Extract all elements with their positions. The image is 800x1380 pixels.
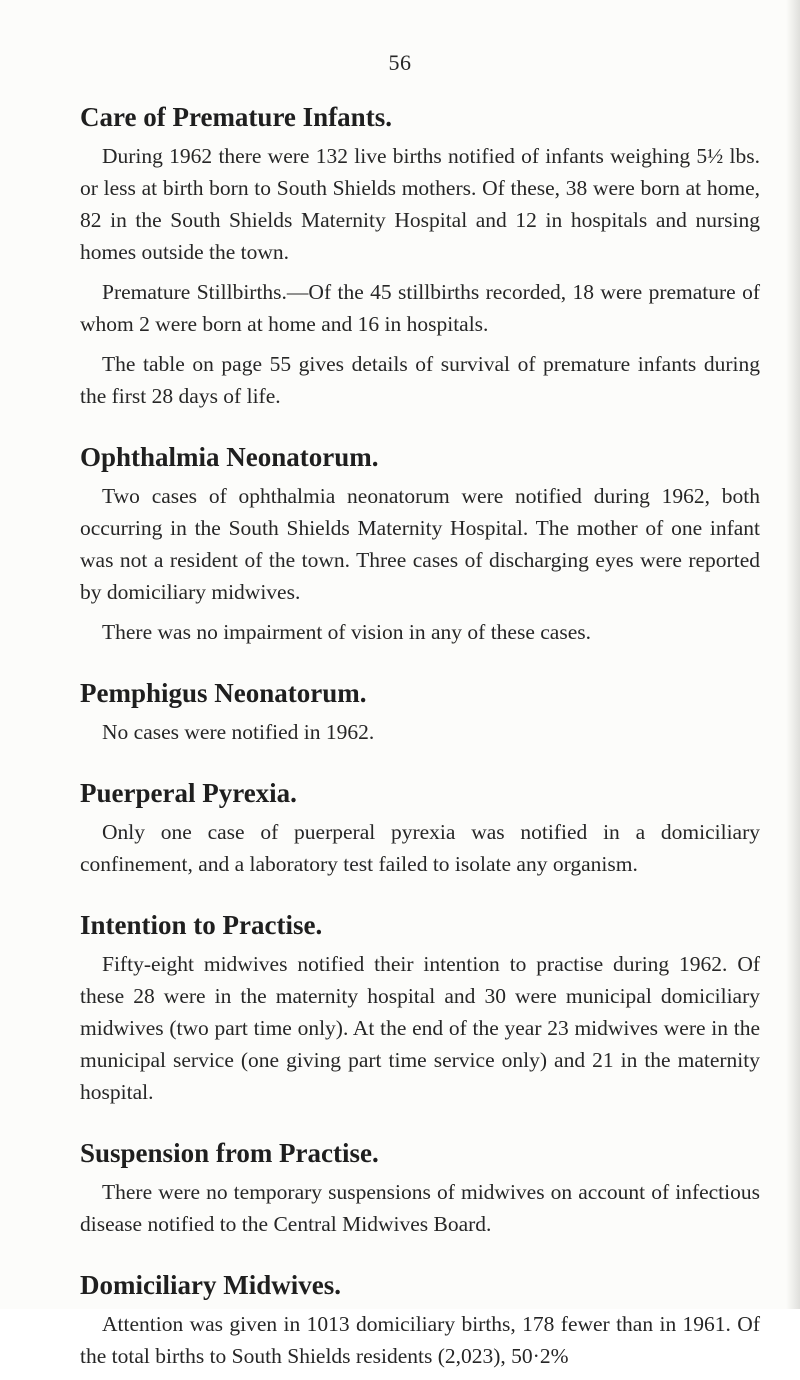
section-domiciliary-midwives: [80, 1268, 760, 1372]
paragraph: No cases were notified in 1962.: [102, 720, 375, 744]
page-number: 56: [388, 50, 412, 75]
section-puerperal-pyrexia: [80, 776, 760, 880]
section-heading: Puerperal Pyrexia.: [80, 778, 297, 808]
paragraph: Two cases of ophthalmia neonatorum were notified during 1962, both occurring in the South Shields Maternity Hospital. The mother of one infant was not a resident of the town. Three cases of discharging eyes were reported by domiciliary midwives.: [80, 484, 760, 604]
paragraph: Attention was given in 1013 domiciliary births, 178 fewer than in 1961. Of the total births to South Shields residents (2,023), 50·2%: [80, 1312, 760, 1368]
section-heading: Care of Premature Infants.: [80, 102, 392, 132]
paragraph: There was no impairment of vision in any of these cases.: [102, 620, 591, 644]
paragraph: There were no temporary suspensions of midwives on account of infectious disease notified to the Central Midwives Board.: [80, 1180, 760, 1236]
paragraph: The table on page 55 gives details of survival of premature infants during the first 28 days of life.: [80, 352, 760, 408]
section-heading: Domiciliary Midwives.: [80, 1270, 341, 1300]
section-heading: Ophthalmia Neonatorum.: [80, 442, 379, 472]
paragraph: During 1962 there were 132 live births notified of infants weighing 5½ lbs. or less at birth born to South Shields mothers. Of these, 38 were born at home, 82 in the South Shields Maternity Hospital and 12 in hospitals and nursing homes outside the town.: [80, 144, 760, 264]
page-body: [80, 100, 760, 1380]
paragraph: Fifty-eight midwives notified their intention to practise during 1962. Of these 28 were in the maternity hospital and 30 were municipal domiciliary midwives (two part time only). At the end of the year 23 midwives were in the municipal service (one giving part time service only) and 21 in the maternity hospital.: [80, 952, 760, 1104]
section-ophthalmia-neonatorum: [80, 440, 760, 648]
paragraph: Premature Stillbirths.—Of the 45 stillbirths recorded, 18 were premature of whom 2 were born at home and 16 in hospitals.: [80, 280, 760, 336]
section-pemphigus-neonatorum: [80, 676, 760, 748]
page-edge-shadow: [786, 0, 800, 1309]
paragraph: Only one case of puerperal pyrexia was notified in a domiciliary confinement, and a laboratory test failed to isolate any organism.: [80, 820, 760, 876]
section-suspension-from-practise: [80, 1136, 760, 1240]
section-heading: Intention to Practise.: [80, 910, 323, 940]
section-heading: Suspension from Practise.: [80, 1138, 379, 1168]
section-care-of-premature-infants: [80, 100, 760, 412]
section-heading: Pemphigus Neonatorum.: [80, 678, 367, 708]
section-intention-to-practise: [80, 908, 760, 1108]
